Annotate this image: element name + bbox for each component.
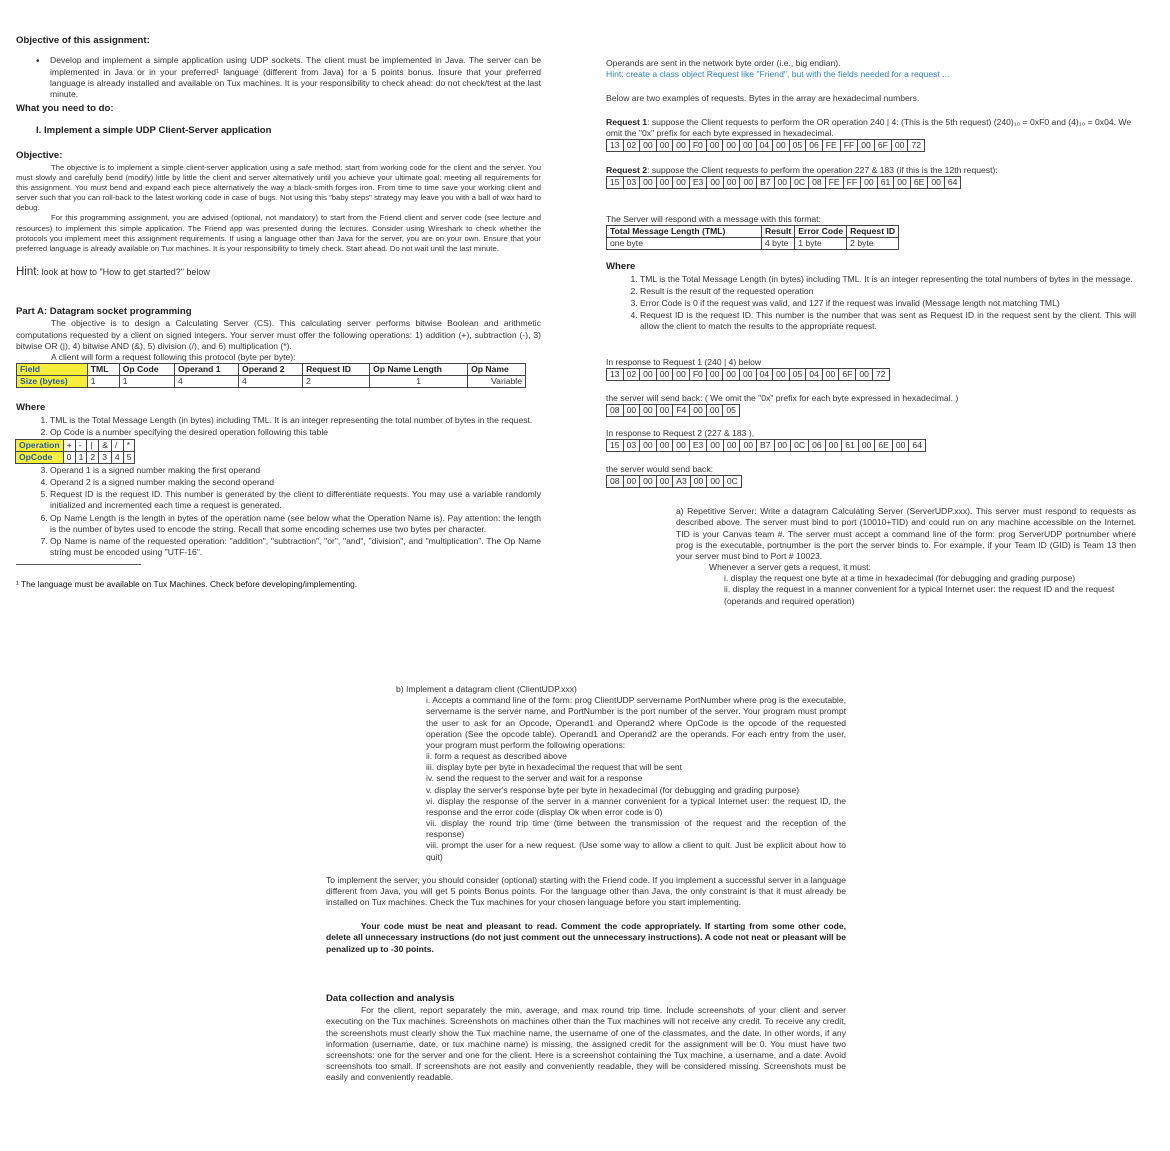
table-cell: - [75,439,87,451]
list-item: i. Accepts a command line of the form: prog ClientUDP servername PortNumber where prog is the executable, servername is the server name, and PortNumber is the port number of the server. Your program must prompt the user to ask for an Opcode, Operand1 and Operand2 where OpCode is the opcode of the requested operation (See the opcode table). Operand1 and Operand2 are the operands. For each entry from the user, your program must perform the following operations: [426,695,846,750]
objective2-para2: For this programming assignment, you are advised (optional, not mandatory) to start from the Friend client and server code (see lecture and resources) to implement this simple application. The Friend app was presented during the lectures. Consider using Wireshark to check whether the protocols you implement meet this assignment requirements. If using a language other than Java for the server, you are on your own. Ensure that your preferred language is already available on Tux machines. It is your responsibility to timely check. Start ahead. Do not wait until the last minute. [16,213,541,253]
repetitive-server-i: i. display the request one byte at a time in hexadecimal (for debugging and grading purpose) [724,573,1076,584]
table-cell: Error Code [795,226,847,238]
byte-cell: B7 [756,176,775,189]
table-cell: Operand 2 [239,364,303,376]
client-heading: b) Implement a datagram client (ClientUDP.xxx) [396,684,577,694]
table-cell: Field [17,364,88,376]
byte-cell: FE [822,139,841,152]
objective2-heading: Objective: [16,150,63,162]
byte-cell: 00 [772,368,790,381]
where-heading-right: Where [606,261,636,273]
response1-send-text: the server will send back: ( We omit the "0x" prefix for each byte expressed in hexadecimal. ) [606,392,959,403]
table-cell: TML [87,364,119,376]
byte-cell: 0C [723,475,742,488]
table-cell: 1 [75,451,87,463]
table-cell: * [123,439,135,451]
part1-heading: I. Implement a simple UDP Client-Server application [36,124,272,136]
byte-cell: 00 [656,439,674,452]
byte-cell: 61 [841,439,859,452]
byte-cell: 00 [822,368,840,381]
list-item: 7. Op Name is name of the requested operation: "addition", "subtraction", "or", "and", "division", and "multiplication". The Op Name string must be encoded using "UTF-16". [50,536,541,558]
byte-cell: 6E [910,176,929,189]
request1-text: : suppose the Client requests to perform the OR operation 240 | 4: (This is the 5th request) (240)₁₀ = 0xF0 and (4)₁₀ = 0x04. We omit the "0x" prefix for each byte expressed in hexadecimal. [606,116,1132,138]
list-item [19,426,541,464]
list-item: vii. display the round trip time (time between the transmission of the request and the reception of the response) [426,818,846,840]
examples-intro: Below are two examples of requests. Bytes in the array are hexadecimal numbers. [606,93,920,104]
list-item: v. display the server's response byte per byte in hexadecimal (for debugging and grading purpose) [426,784,800,795]
table-cell: Request ID [303,364,370,376]
response-fields-list [606,274,1136,333]
byte-cell: 00 [706,176,724,189]
byte-cell: 08 [606,475,624,488]
byte-cell: 72 [907,139,925,152]
table-cell: Size (bytes) [17,376,88,388]
table-cell: Operation [16,439,64,451]
list-item: 3. Error Code is 0 if the request was valid, and 127 if the request was invalid (Message length not matching TML) [640,298,1136,309]
table-cell: Result [762,226,795,238]
list-item: iv. send the request to the server and wait for a response [426,773,643,784]
neat-paragraph: Your code must be neat and pleasant to read. Comment the code appropriately. If starting from some other code, delete all unnecessary instructions (do not just comment out the unnecessary instructions). A code not neat or pleasant will be penalized up to -30 points. [326,921,846,954]
byte-cell: 00 [656,139,674,152]
byte-cell: 00 [927,176,945,189]
response1-bytes [606,404,1136,417]
list-item: iii. display byte per byte in hexadecimal the request that will be sent [426,762,683,773]
byte-cell: A3 [672,475,691,488]
response1-request-bytes [606,368,1136,381]
byte-cell: 13 [606,139,624,152]
byte-cell: E3 [689,439,708,452]
list-item: 3. Operand 1 is a signed number making the first operand [50,465,541,476]
request1-bytes [606,139,1136,152]
byte-cell: 00 [656,404,674,417]
byte-cell: 00 [689,404,707,417]
byte-cell: 00 [722,139,740,152]
hint2-text: Hint: create a class object Request like "Friend", but with the fields needed for a request ... [606,69,950,80]
request2-desc [606,165,1136,176]
opcode-table-row [16,451,135,463]
byte-cell: B7 [756,439,775,452]
response-table-row [607,226,899,238]
list-item: 1. TML is the Total Message Length (in bytes) including TML. It is an integer representing the total numbers of bytes in the message. [640,274,1136,285]
table-cell: one byte [607,238,762,250]
byte-cell: 00 [690,475,708,488]
byte-cell: 05 [722,404,740,417]
response2-request-bytes [606,439,1136,452]
objective2-para1: The objective is to implement a simple client-server application using a safe method: start from working code for the client and the server. You must slowly and carefully bend (modify) little by little the client and server alternatively until you achieve your ultimate goal: meeting all requirements for this assignment. You must bend and expand each piece alternatively the way a black-smith forges iron. From time to time save your working client and server such that you can roll-back to the latest working code in case of bugs. Not using this "baby steps" strategy may leave you with a ball of wax hard to debug. [16,162,541,213]
byte-cell: 00 [639,176,657,189]
repetitive-server-section [606,506,1136,607]
byte-cell: 64 [908,439,926,452]
data-collection-heading: Data collection and analysis [326,992,455,1004]
table-cell: 1 [370,376,468,388]
partA-heading: Part A: Datagram socket programming [16,305,192,317]
byte-cell: 00 [656,368,674,381]
list-item: 4. Operand 2 is a signed number making the second operand [50,477,541,488]
byte-cell: 61 [877,176,895,189]
byte-cell: 00 [893,176,911,189]
byte-cell: 03 [623,439,641,452]
byte-cell: 00 [672,368,690,381]
byte-cell: FE [825,176,844,189]
table-cell: + [63,439,75,451]
response-format-table [606,225,899,250]
opcode-table-row [16,439,135,451]
table-cell: 1 byte [795,238,847,250]
byte-cell: 6F [838,368,856,381]
byte-cell: 04 [756,368,774,381]
byte-cell: 0C [790,176,809,189]
byte-cell: 00 [672,176,690,189]
byte-cell: 00 [656,475,674,488]
byte-cell: 00 [855,368,873,381]
byte-cell: 00 [706,368,724,381]
byte-cell: 00 [772,139,790,152]
request1-label: Request 1 [606,116,648,127]
request-format-table [16,363,526,388]
byte-cell: 00 [639,439,657,452]
response2-send-text: the server would send back: [606,464,714,475]
byte-cell: 00 [722,368,740,381]
byte-cell: 04 [756,139,774,152]
table-cell: 4 byte [762,238,795,250]
server-response-intro: The Server will respond with a message with this format: [606,214,821,225]
request1-desc [606,117,1136,139]
objective-heading: Objective of this assignment: [16,35,150,46]
byte-cell: 15 [606,439,624,452]
byte-cell: 00 [623,475,641,488]
list-item: viii. prompt the user for a new request. (Use some way to allow a client to quit. Just be explicit about how to quit) [426,840,846,862]
byte-cell: 04 [805,368,823,381]
byte-cell: 08 [606,404,624,417]
byte-cell: 00 [891,139,909,152]
byte-cell: 00 [706,404,724,417]
byte-cell: 03 [623,176,641,189]
byte-cell: F4 [672,404,690,417]
table-cell: 2 [87,451,99,463]
request2-bytes [606,176,1136,189]
byte-cell: 02 [623,139,641,152]
bottom-section [326,684,846,1083]
byte-cell: 00 [860,176,878,189]
table-cell: 4 [239,376,303,388]
footnote: ¹ The language must be available on Tux Machines. Check before developing/implementing. [16,579,358,590]
byte-cell: 6F [874,139,892,152]
what-todo-heading: What you need to do: [16,103,114,115]
byte-cell: 72 [872,368,890,381]
table-cell: Op Code [119,364,174,376]
byte-cell: 00 [774,439,792,452]
byte-cell: 05 [789,139,807,152]
table-cell: Total Message Length (TML) [607,226,762,238]
implement-paragraph: To implement the server, you should consider (optional) starting with the Friend code. If you implement a successful server in a language different from Java, you will get 5 points Bonus points. For the language other than Java, the only constraint is that it must already be installed on Tux machines. Check the Tux machines for your chosen language before you start implementing. [326,874,846,908]
request2-text: : suppose the Client requests to perform the operation 227 & 183 (if this is the 12th request): [647,164,998,175]
byte-cell: 00 [739,176,757,189]
table-cell: 1 [87,376,119,388]
table-cell: / [111,439,123,451]
byte-cell: 08 [808,176,826,189]
client-form-text: A client will form a request following this protocol (byte per byte): [51,351,296,362]
response2-bytes [606,475,1136,488]
table-cell: 2 byte [847,238,899,250]
list-item: 1. TML is the Total Message Length (in bytes) including TML. It is an integer representing the total number of bytes in the request. [50,415,541,426]
byte-cell: 00 [672,139,690,152]
byte-cell: 00 [639,404,657,417]
byte-cell: 0C [790,439,809,452]
footnote-divider [16,564,141,565]
byte-cell: F0 [689,139,707,152]
client-items [326,695,846,863]
byte-cell: 00 [723,439,741,452]
byte-cell: 02 [623,368,641,381]
where-heading: Where [16,402,46,414]
byte-cell: 13 [606,368,624,381]
request-fields-list [16,415,541,559]
opcode-table [15,439,135,464]
bullet-icon: • [36,56,40,68]
byte-cell: 15 [606,176,624,189]
request-table-row [17,376,526,388]
table-cell: 4 [111,451,123,463]
table-cell: OpCode [16,451,64,463]
byte-cell: 00 [706,139,724,152]
byte-cell: 00 [739,139,757,152]
network-order-text: Operands are sent in the network byte order (i.e., big endian). [606,58,841,68]
hint-label: Hint [16,265,37,278]
byte-cell: 00 [825,439,843,452]
repetitive-server-ii: ii. display the request in a manner convenient for a typical Internet user: the request ID and the request (operands and required operation) [724,584,1115,606]
list-item: 4. Request ID is the request ID. This number is the number that was sent as Request ID in the request sent by the client. This will allow the client to match the results to the appropriate request. [640,310,1136,332]
byte-cell: FF [840,139,859,152]
list-item: vi. display the response of the server in a manner convenient for a typical Internet user: the request ID, the response and the error code (display Ok when error code is 0) [426,795,846,817]
table-cell: Request ID [847,226,899,238]
table-cell: Variable [468,376,526,388]
table-cell: 2 [303,376,370,388]
list-item: 6. Op Name Length is the length in bytes of the operation name (see below what the Operation Name is). Pay attention: the length is the number of bytes used to encode the string. Recall that some encoding schemes use two bytes per character. [50,513,541,535]
byte-cell: 00 [723,176,741,189]
byte-cell: 06 [808,439,826,452]
response-table-row [607,238,899,250]
table-cell: & [99,439,112,451]
table-cell: Op Name Length [370,364,468,376]
byte-cell: FF [843,176,862,189]
byte-cell: 00 [892,439,910,452]
byte-cell: 00 [623,404,641,417]
table-cell: 1 [119,376,174,388]
response1-label: In response to Request 1 (240 | 4) below [606,356,762,367]
table-cell: Op Name [468,364,526,376]
objective-bullet [16,55,541,100]
request-table-row [17,364,526,376]
byte-cell: 06 [805,139,823,152]
objective-bullet-text: Develop and implement a simple application using UDP sockets. The client must be implemented in Java. The server can be implemented in Java or in your preferred¹ language (different from Java) for a 5 points bonus. Insure that your preferred language is already installed and available on Tux machines. It is your responsibility to check ahead: do not check/test at the last minute. [50,55,541,99]
repetitive-server-text: a) Repetitive Server: Write a datagram Calculating Server (ServerUDP.xxx). This server must respond to requests as described above. The server must bind to port (10010+TID) and could run on any machine accessible on the Internet. TID is your Canvas team #. The server must accept a command line of the form: prog ServerUDP portnumber where prog is the executable, portnumber is the port the server binds to. For example, if your Team ID (GID) is Team 13 then your server must bind to Port # 10023. [676,506,1136,561]
byte-cell: 00 [857,139,875,152]
left-column [16,35,541,590]
table-cell: 3 [99,451,112,463]
repetitive-server-sub: Whenever a server gets a request, it must: [709,562,871,573]
byte-cell: 6E [874,439,893,452]
table-cell: | [87,439,99,451]
byte-cell: 00 [672,439,690,452]
byte-cell: 00 [639,139,657,152]
byte-cell: 64 [944,176,962,189]
list-item: 5. Request ID is the request ID. This number is generated by the client to differentiate requests. You may use a variable randomly initialized and incremented each time a request is generated. [50,489,541,511]
data-collection-paragraph: For the client, report separately the min, average, and max round trip time. Include screenshots of your client and server executing on the Tux machines. Screenshots on machines other than the Tux machines will not receive any credit. To receive any credit, the screenshots must clearly show the Tux machine name, the username of one of the classmates, and the date. In other words, if any information (username, date, or tux machine name) is missing, the assigned credit for the assignment will be 0. You must have two screenshots: one for the server and one for the client. Here is a screenshot containing the Tux machine, a username, and a date. Avoid screenshots too small. If screenshots are not easily and conveniently readable, they will be considered missing. Screenshots must be easily and conveniently readable. [326,1005,846,1083]
byte-cell: 00 [706,439,724,452]
table-cell: 0 [63,451,75,463]
request2-label: Request 2 [606,164,648,175]
table-cell: 5 [123,451,135,463]
byte-cell: 00 [639,475,657,488]
list-item-text: Op Code is a number specifying the desired operation following this table [50,426,329,437]
response2-label: In response to Request 2 (227 & 183 ), [606,427,755,438]
byte-cell: 05 [789,368,807,381]
byte-cell: 00 [656,176,674,189]
list-item: ii. form a request as described above [426,751,567,762]
hint-text: : look at how to "How to get started?" below [36,266,210,277]
table-cell: Operand 1 [175,364,239,376]
list-item: 2. Result is the result of the requested operation [640,286,1136,297]
byte-cell: 00 [739,439,757,452]
table-cell: 4 [175,376,239,388]
hint-line [16,265,541,280]
byte-cell: 00 [739,368,757,381]
byte-cell: 00 [706,475,724,488]
byte-cell: E3 [689,176,708,189]
byte-cell: 00 [774,176,792,189]
byte-cell: 00 [639,368,657,381]
partA-para: The objective is to design a Calculating Server (CS). This calculating server performs bitwise Boolean and arithmetic computations requested by a client on signed integers. Your server must offer the following operations: 1) addition (+), subtraction (-), 3) bitwise OR (|), 4) bitwise AND (&), 5) division (/), and 6) multiplication (*). [16,318,541,351]
byte-cell: F0 [689,368,707,381]
byte-cell: 00 [858,439,876,452]
right-column [606,58,1136,607]
